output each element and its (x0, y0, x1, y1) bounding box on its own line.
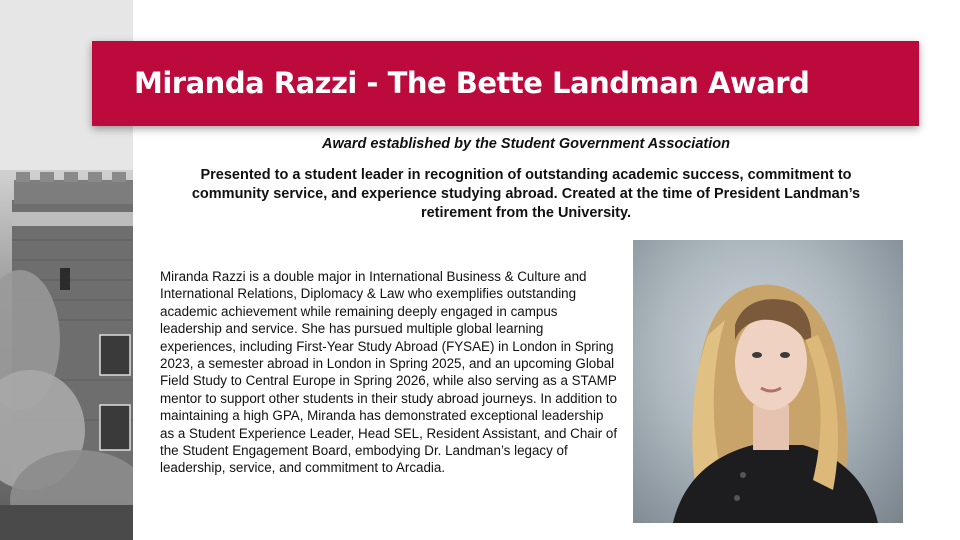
award-description: Presented to a student leader in recognition of outstanding academic success, commitment to community service, and experience studying abroad. Created at the time of President Landman’s retirement from the University. (191, 167, 861, 221)
page-title: Miranda Razzi - The Bette Landman Award (134, 66, 810, 100)
recipient-portrait (633, 240, 903, 523)
recipient-biography: Miranda Razzi is a double major in International Business & Culture and International Relations, Diplomacy & Law who exemplifies outstanding academic achievement while remaining deeply engaged in campus leadership and service. She has pursued multiple global learning experiences, including First-Year Study Abroad (FYSAE) in London in Spring 2023, a semester abroad in London in Spring 2025, and an upcoming Global Field Study to Central Europe in Spring 2026, while also serving as a STAMP mentor to support other students in their study abroad journeys. In addition to maintaining a high GPA, Miranda has demonstrated exceptional leadership as a Student Experience Leader, Head SEL, Resident Assistant, and Chair of the Student Engagement Board, embodying Dr. Landman’s legacy of leadership, service, and commitment to Arcadia. (160, 269, 618, 476)
portrait-illustration (633, 240, 903, 523)
award-established-text: Award established by the Student Government Association (322, 136, 730, 152)
title-banner (92, 41, 919, 126)
